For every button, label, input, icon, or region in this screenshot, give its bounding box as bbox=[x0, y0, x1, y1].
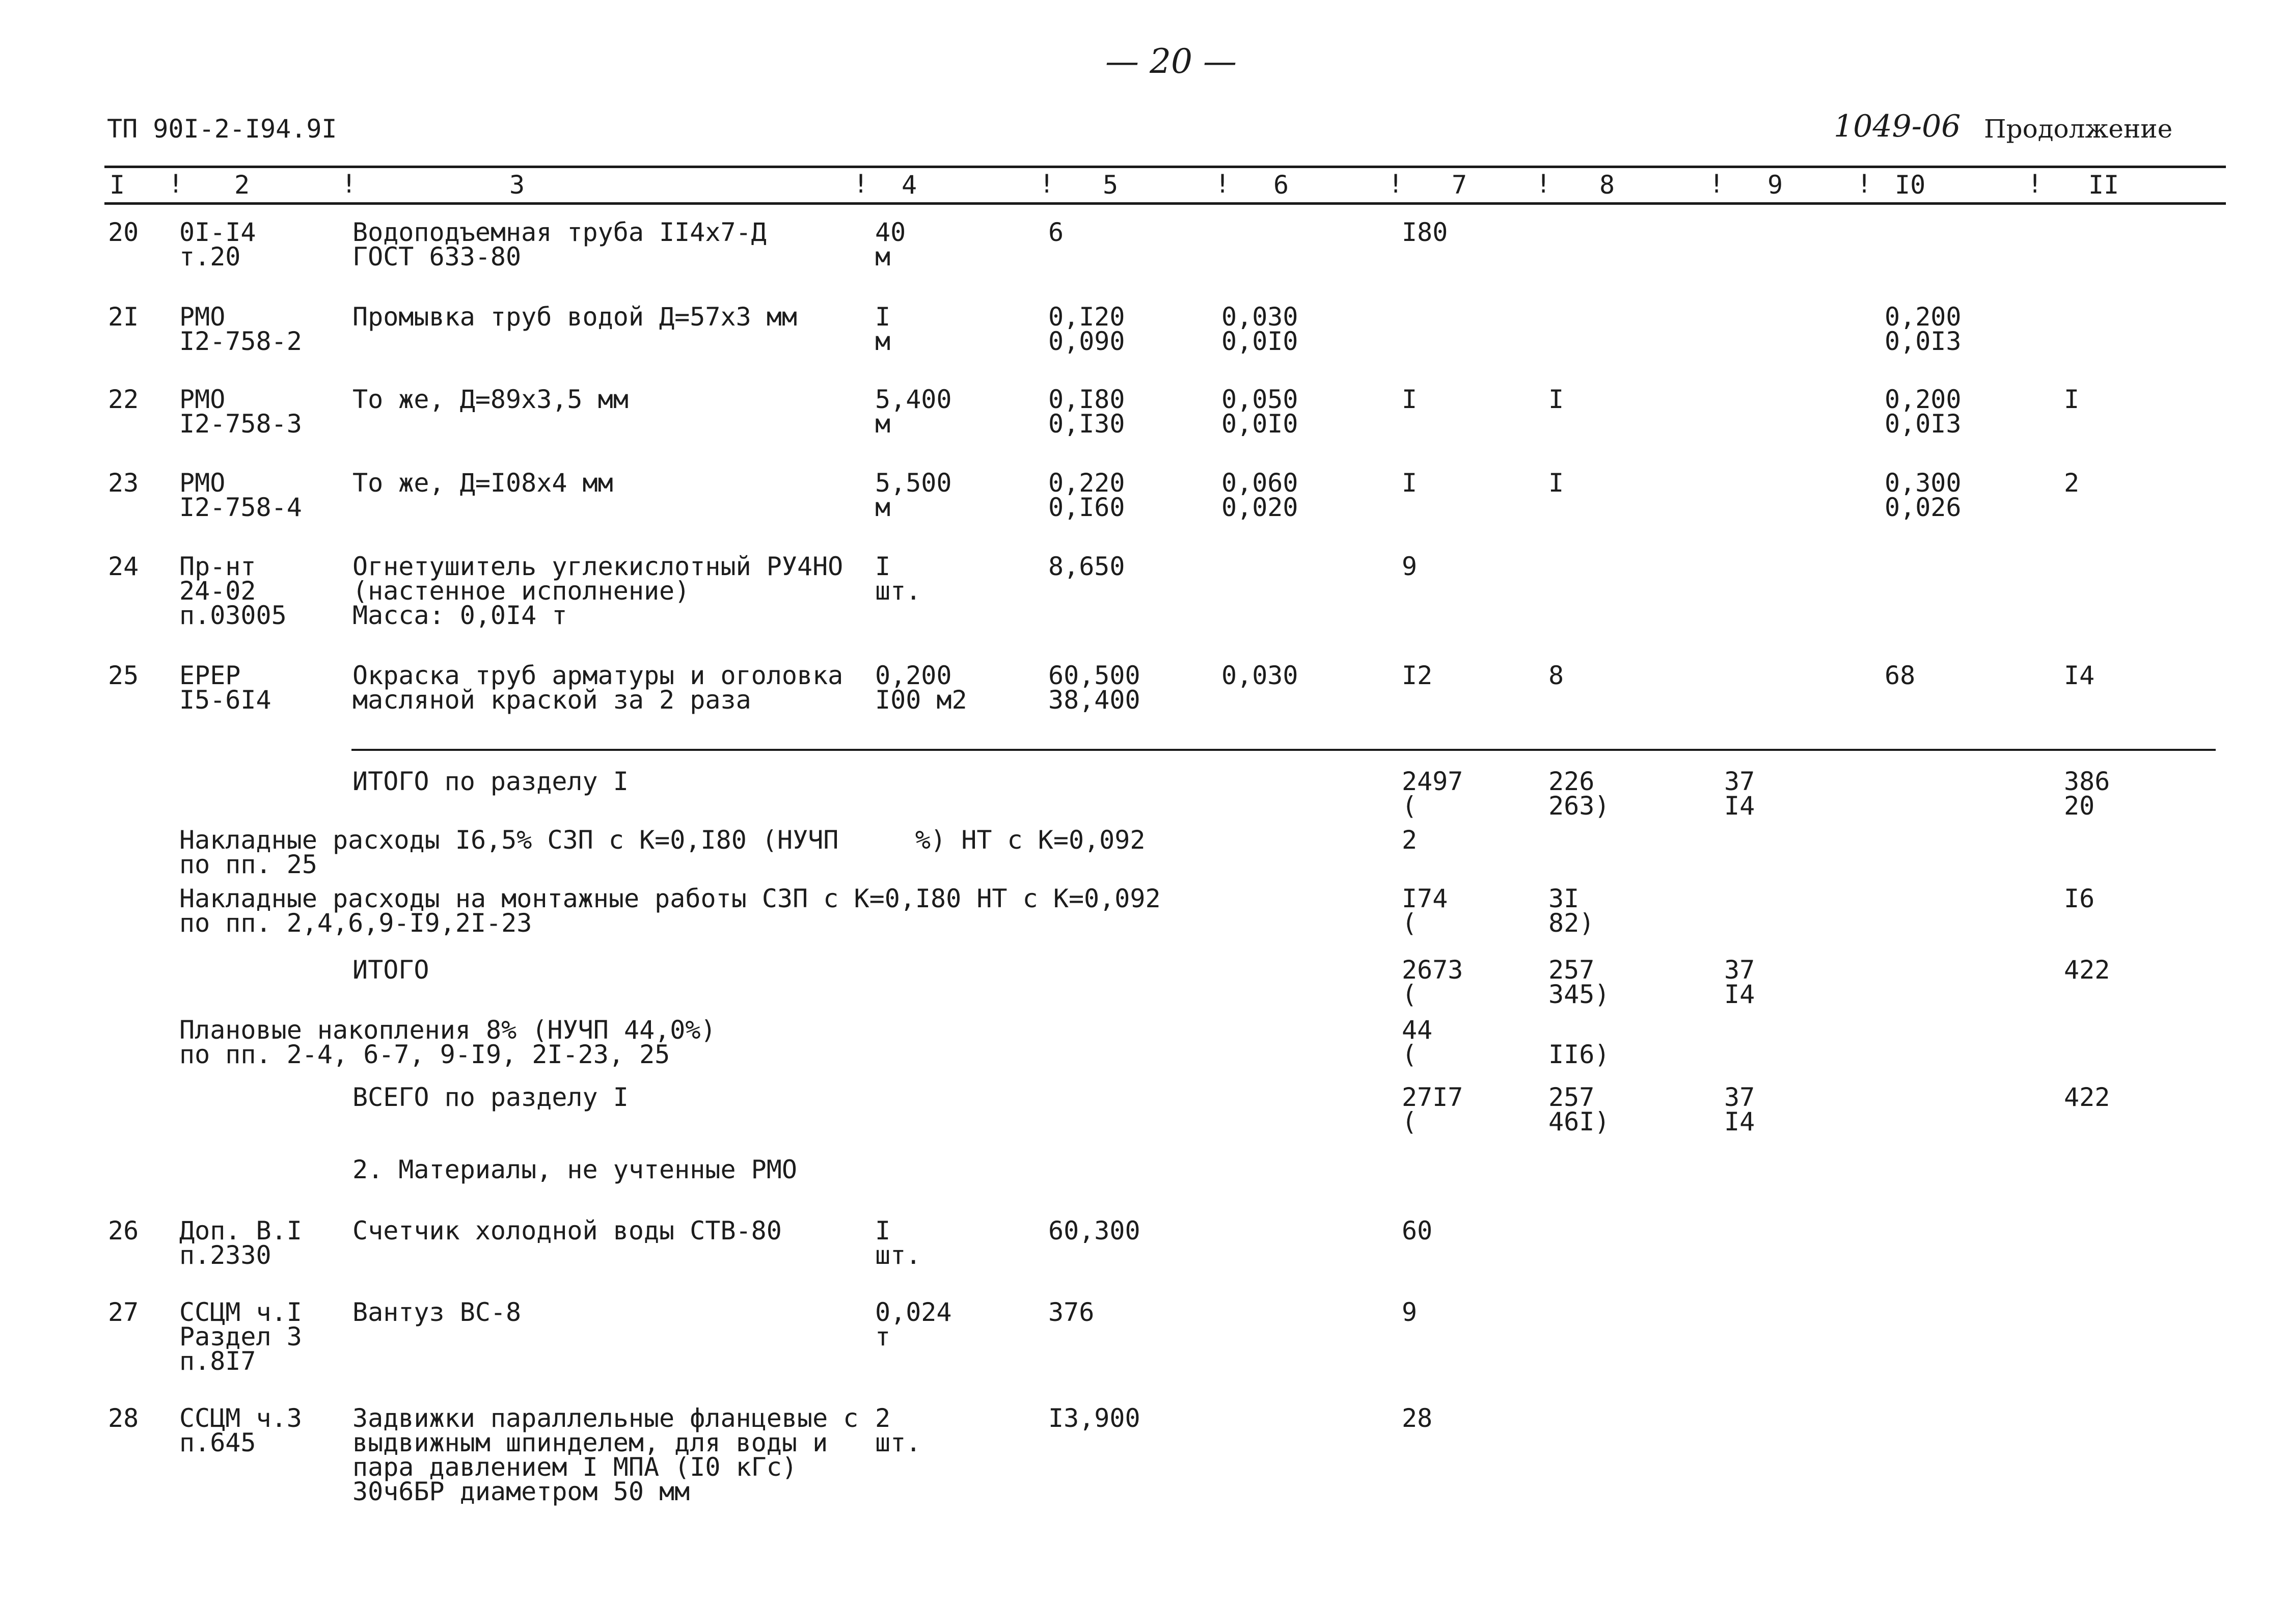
column-header-5: 5 bbox=[1103, 170, 1119, 200]
row-cell-code: ЕРЕР I5-6I4 bbox=[179, 661, 271, 715]
handwritten-number: 1049-06 bbox=[1834, 109, 1961, 144]
row-cell-c5: 0,I20 0,090 bbox=[1048, 302, 1125, 356]
header-rule-top bbox=[104, 166, 2226, 168]
row-cell-code: Пр-нт 24-02 п.03005 bbox=[179, 552, 287, 630]
row-cell-c5: 0,220 0,I60 bbox=[1048, 468, 1125, 522]
summary-cell-c11: 386 20 bbox=[2064, 767, 2110, 821]
summary-cell-c7: 2497 ( bbox=[1402, 767, 1463, 821]
row2-cell-c7: 9 bbox=[1402, 1297, 1418, 1327]
summary-label: ВСЕГО по разделу I bbox=[352, 1082, 629, 1112]
row-cell-c7: I bbox=[1402, 468, 1418, 498]
column-header-11: II bbox=[2088, 170, 2119, 200]
row-cell-c10: 0,200 0,0I3 bbox=[1885, 385, 1962, 439]
row2-cell-c5: 60,300 bbox=[1048, 1216, 1140, 1246]
column-separator: ! bbox=[1536, 169, 1552, 199]
column-separator: ! bbox=[2027, 169, 2043, 199]
column-separator: ! bbox=[1388, 169, 1404, 199]
row-cell-c11: I bbox=[2064, 385, 2080, 414]
row-cell-c10: 0,200 0,0I3 bbox=[1885, 302, 1962, 356]
row2-cell-c7: 60 bbox=[1402, 1216, 1433, 1246]
summary-cell-c8: 257 345) bbox=[1548, 955, 1610, 1009]
column-separator: ! bbox=[1857, 169, 1872, 199]
column-separator: ! bbox=[168, 169, 184, 199]
row-cell-c10: 0,300 0,026 bbox=[1885, 468, 1962, 522]
row-cell-c7: I2 bbox=[1402, 661, 1433, 690]
row-cell-code: РМО I2-758-2 bbox=[179, 302, 302, 356]
row-cell-c6: 0,050 0,0I0 bbox=[1221, 385, 1298, 439]
row2-cell-n: 27 bbox=[108, 1297, 139, 1327]
row-cell-c4: 40 м bbox=[875, 218, 906, 272]
row-cell-c8: 8 bbox=[1548, 661, 1564, 690]
summary-cell-c7: 2 bbox=[1402, 825, 1418, 855]
summary-cell-c9: 37 I4 bbox=[1724, 955, 1755, 1009]
row-cell-n: 23 bbox=[108, 468, 139, 498]
column-separator: ! bbox=[853, 169, 869, 199]
summary-cell-c11: 422 bbox=[2064, 1082, 2110, 1112]
row-cell-c5: 60,500 38,400 bbox=[1048, 661, 1140, 715]
row-cell-c5: 8,650 bbox=[1048, 552, 1125, 581]
summary-cell-c8: 226 263) bbox=[1548, 767, 1610, 821]
row-cell-code: РМО I2-758-4 bbox=[179, 468, 302, 522]
row-cell-name: То же, Д=89х3,5 мм bbox=[352, 385, 629, 414]
column-header-7: 7 bbox=[1452, 170, 1467, 200]
summary-cell-c8: II6) bbox=[1548, 1040, 1610, 1069]
row2-cell-name: Счетчик холодной воды СТВ-80 bbox=[352, 1216, 782, 1246]
row-cell-c4: 5,500 м bbox=[875, 468, 952, 522]
column-header-9: 9 bbox=[1767, 170, 1783, 200]
row2-cell-name: Задвижки параллельные фланцевые с выдвижным шпинделем, для воды и пара давлением I МПА (I0 кГс) 30ч6БР диаметром 50 мм bbox=[352, 1403, 859, 1506]
page-number: — 20 — bbox=[1105, 42, 1237, 81]
row2-cell-c5: 376 bbox=[1048, 1297, 1095, 1327]
section2-title: 2. Материалы, не учтенные РМО bbox=[352, 1155, 797, 1184]
row2-cell-c4: I шт. bbox=[875, 1216, 921, 1270]
summary-cell-c8: 3I 82) bbox=[1548, 884, 1595, 938]
row-cell-c5: 6 bbox=[1048, 218, 1064, 247]
row-cell-name: Окраска труб арматуры и оголовка масляной краской за 2 раза bbox=[352, 661, 843, 715]
row2-cell-c5: I3,900 bbox=[1048, 1403, 1140, 1433]
row-cell-code: 0I-I4 т.20 bbox=[179, 218, 256, 272]
row2-cell-c4: 2 шт. bbox=[875, 1403, 921, 1457]
row2-cell-n: 28 bbox=[108, 1403, 139, 1433]
summary-cell-c9: 37 I4 bbox=[1724, 767, 1755, 821]
column-separator: ! bbox=[1039, 169, 1055, 199]
row-cell-n: 20 bbox=[108, 218, 139, 247]
summary-cell-c7: I74 ( bbox=[1402, 884, 1448, 938]
row-cell-c8: I bbox=[1548, 385, 1564, 414]
summary-cell-c8: 257 46I) bbox=[1548, 1082, 1610, 1136]
column-header-3: 3 bbox=[509, 170, 525, 200]
row2-cell-code: Доп. В.I п.2330 bbox=[179, 1216, 302, 1270]
row2-cell-c7: 28 bbox=[1402, 1403, 1433, 1433]
summary-cell-c9: 37 I4 bbox=[1724, 1082, 1755, 1136]
row-cell-name: Промывка труб водой Д=57х3 мм bbox=[352, 302, 797, 332]
column-separator: ! bbox=[1709, 169, 1725, 199]
summary-label: Накладные расходы на монтажные работы СЗП с К=0,I80 НТ с К=0,092 по пп. 2,4,6,9-I9,2I-23 bbox=[179, 884, 1161, 938]
summary-label: ИТОГО bbox=[352, 955, 429, 985]
row-cell-code: РМО I2-758-3 bbox=[179, 385, 302, 439]
row-cell-c11: 2 bbox=[2064, 468, 2080, 498]
row-cell-c4: I шт. bbox=[875, 552, 921, 606]
summary-label: Накладные расходы I6,5% СЗП с К=0,I80 (НУЧП %) НТ с К=0,092 по пп. 25 bbox=[179, 825, 1146, 879]
row-cell-c5: 0,I80 0,I30 bbox=[1048, 385, 1125, 439]
row-cell-n: 25 bbox=[108, 661, 139, 690]
header-rule-bottom bbox=[104, 202, 2226, 205]
row-cell-c10: 68 bbox=[1885, 661, 1916, 690]
row-cell-n: 24 bbox=[108, 552, 139, 581]
row2-cell-code: ССЦМ ч.I Раздел 3 п.8I7 bbox=[179, 1297, 302, 1376]
column-header-10: I0 bbox=[1895, 170, 1926, 200]
column-header-2: 2 bbox=[234, 170, 250, 200]
row-cell-c6: 0,060 0,020 bbox=[1221, 468, 1298, 522]
row-cell-c7: 9 bbox=[1402, 552, 1418, 581]
summary-cell-c7: 44 ( bbox=[1402, 1015, 1433, 1069]
row-cell-name: То же, Д=I08х4 мм bbox=[352, 468, 613, 498]
summary-cell-c7: 27I7 ( bbox=[1402, 1082, 1463, 1136]
row-cell-name: Огнетушитель углекислотный РУ4НО (настенное исполнение) Масса: 0,0I4 т bbox=[352, 552, 843, 630]
row-cell-c7: I80 bbox=[1402, 218, 1448, 247]
row2-cell-c4: 0,024 т bbox=[875, 1297, 952, 1351]
row-cell-n: 22 bbox=[108, 385, 139, 414]
row-cell-c4: 0,200 I00 м2 bbox=[875, 661, 967, 715]
continuation-label: Продолжение bbox=[1984, 114, 2173, 144]
row-cell-c6: 0,030 bbox=[1221, 661, 1298, 690]
row-cell-c11: I4 bbox=[2064, 661, 2095, 690]
document-code: ТП 90I-2-I94.9I bbox=[107, 114, 337, 144]
summary-label: Плановые накопления 8% (НУЧП 44,0%) по пп. 2-4, 6-7, 9-I9, 2I-23, 25 bbox=[179, 1015, 716, 1069]
row2-cell-code: ССЦМ ч.3 п.645 bbox=[179, 1403, 302, 1457]
row2-cell-n: 26 bbox=[108, 1216, 139, 1246]
row-cell-n: 2I bbox=[108, 302, 139, 332]
column-separator: ! bbox=[1215, 169, 1231, 199]
summary-cell-c7: 2673 ( bbox=[1402, 955, 1463, 1009]
row-cell-c8: I bbox=[1548, 468, 1564, 498]
summary-cell-c11: 422 bbox=[2064, 955, 2110, 985]
section-total-rule bbox=[351, 749, 2216, 751]
row-cell-c4: 5,400 м bbox=[875, 385, 952, 439]
row-cell-c7: I bbox=[1402, 385, 1418, 414]
column-header-4: 4 bbox=[902, 170, 917, 200]
summary-cell-c11: I6 bbox=[2064, 884, 2095, 913]
column-header-1: I bbox=[110, 170, 125, 200]
column-separator: ! bbox=[341, 169, 357, 199]
summary-label: ИТОГО по разделу I bbox=[352, 767, 629, 796]
row-cell-c6: 0,030 0,0I0 bbox=[1221, 302, 1298, 356]
column-header-8: 8 bbox=[1599, 170, 1615, 200]
row-cell-c4: I м bbox=[875, 302, 891, 356]
column-header-6: 6 bbox=[1273, 170, 1289, 200]
row2-cell-name: Вантуз ВС-8 bbox=[352, 1297, 522, 1327]
row-cell-name: Водоподъемная труба II4х7-Д ГОСТ 633-80 bbox=[352, 218, 767, 272]
